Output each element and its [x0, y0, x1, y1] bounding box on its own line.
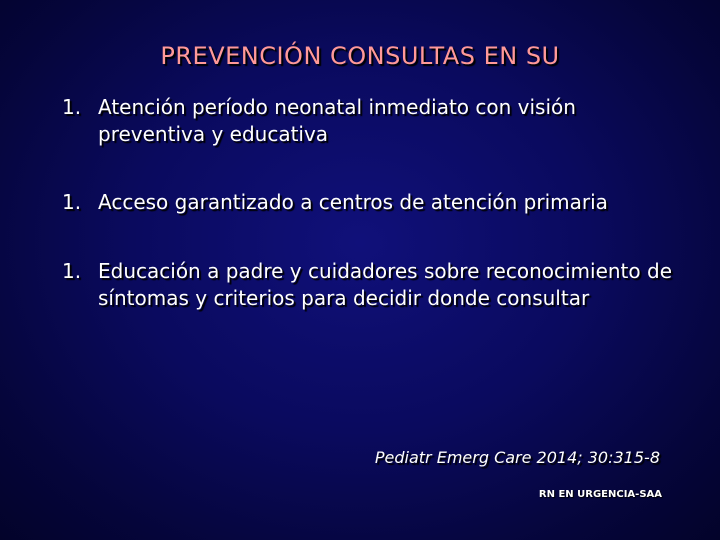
footer-label: RN EN URGENCIA-SAA	[538, 489, 662, 500]
list-item-number: 1.	[62, 190, 82, 214]
list-item-number: 1.	[62, 259, 82, 283]
bullet-list	[62, 94, 682, 312]
slide-title: PREVENCIÓN CONSULTAS EN SU	[160, 42, 560, 70]
list-item	[62, 189, 682, 216]
list-item	[62, 94, 682, 148]
list-item-number: 1.	[62, 95, 82, 119]
list-item-text: Educación a padre y cuidadores sobre reconocimiento de síntomas y criterios para decidir donde consultar	[98, 259, 672, 310]
list-item	[62, 258, 682, 312]
citation: Pediatr Emerg Care 2014; 30:315-8	[374, 448, 660, 467]
list-item-text: Atención período neonatal inmediato con visión preventiva y educativa	[98, 95, 576, 146]
list-item-text: Acceso garantizado a centros de atención primaria	[98, 190, 608, 214]
